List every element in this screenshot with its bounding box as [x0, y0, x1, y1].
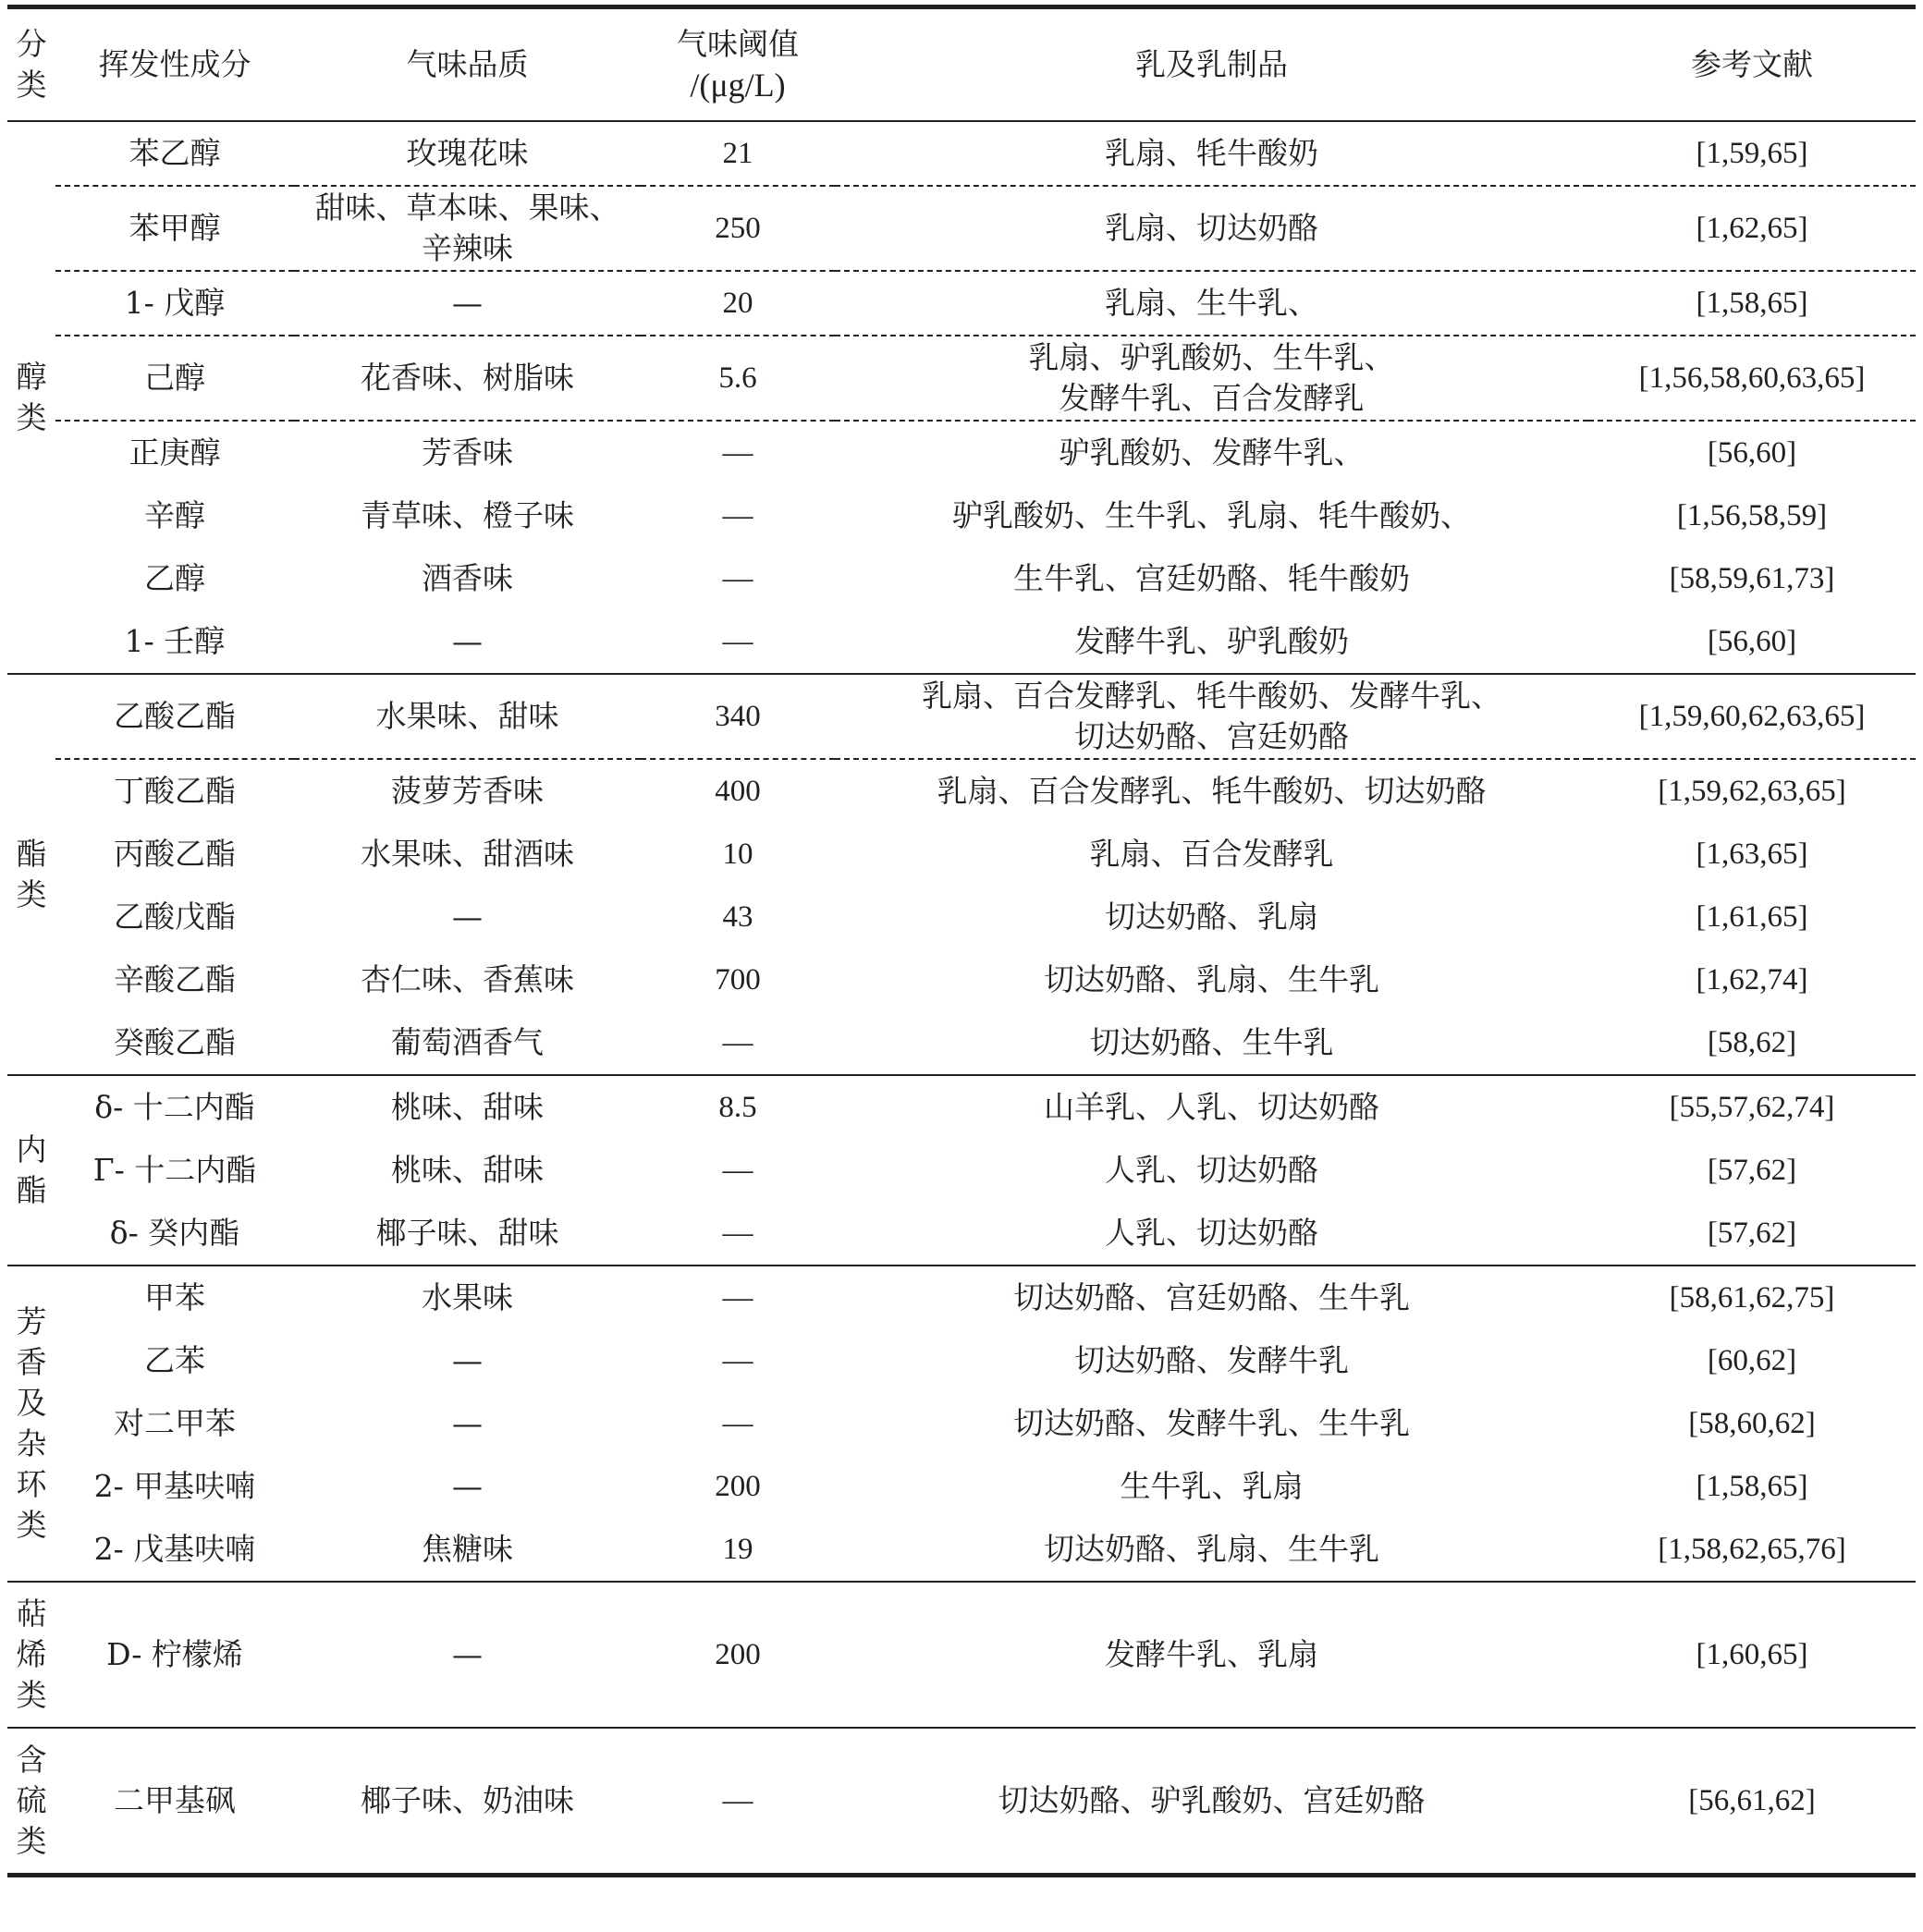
references-cell: [1,56,58,59] — [1676, 499, 1828, 532]
header-odor-quality: 气味品质 — [294, 7, 641, 122]
odor-cell: 杏仁味、香蕉味 — [361, 961, 574, 997]
table-row — [7, 1139, 1916, 1202]
component-cell: 辛酸乙酯 — [114, 961, 236, 997]
threshold-cell: — — [722, 1344, 753, 1377]
header-threshold-line2: /(μg/L) — [690, 67, 786, 104]
component-cell: 对二甲苯 — [114, 1405, 236, 1441]
references-cell: [60,62] — [1707, 1344, 1797, 1377]
odor-cell: — — [452, 1468, 483, 1504]
references-cell: [57,62] — [1707, 1154, 1797, 1187]
dairy-cell: 生牛乳、宫廷奶酪、牦牛酸奶 — [1013, 560, 1410, 596]
category-cell: 芳 香 及 杂 环 类 — [7, 1266, 55, 1582]
table-row — [7, 1329, 1916, 1392]
header-threshold — [641, 7, 835, 122]
references-cell: [1,60,65] — [1588, 1582, 1916, 1728]
references-cell: [1,58,65] — [1588, 271, 1916, 336]
odor-cell: — — [452, 623, 483, 659]
category-cell: 内 酯 — [7, 1075, 55, 1266]
threshold-cell: 400 — [641, 759, 835, 823]
references-cell: [1,62,65] — [1588, 186, 1916, 271]
dairy-cell: 人乳、切达奶酪 — [1105, 1152, 1318, 1188]
dairy-cell: 切达奶酪、生牛乳 — [1089, 1024, 1334, 1060]
threshold-cell: 20 — [641, 271, 835, 336]
references-cell: [1,61,65] — [1696, 900, 1808, 934]
header-dairy: 乳及乳制品 — [835, 7, 1588, 122]
dairy-cell: 切达奶酪、宫廷奶酪、生牛乳 — [835, 1266, 1588, 1329]
references-cell: [56,60] — [1588, 421, 1916, 484]
odor-cell: 椰子味、甜味 — [375, 1215, 559, 1251]
threshold-cell: 200 — [715, 1470, 761, 1503]
component-cell: 癸酸乙酯 — [114, 1024, 236, 1060]
odor-cell: — — [452, 1405, 483, 1441]
dairy-cell: 乳扇、驴乳酸奶、生牛乳、 发酵牛乳、百合发酵乳 — [835, 336, 1588, 421]
category-cell: 酯 类 — [7, 674, 55, 1075]
table-row — [7, 1202, 1916, 1266]
threshold-cell: — — [722, 1154, 753, 1187]
odor-cell: 菠萝芳香味 — [294, 759, 641, 823]
odor-cell: — — [294, 1582, 641, 1728]
table-row — [7, 186, 1916, 271]
dairy-cell: 切达奶酪、发酵牛乳、生牛乳 — [1013, 1405, 1410, 1441]
threshold-cell: — — [722, 1407, 753, 1440]
component-cell: 丁酸乙酯 — [55, 759, 294, 823]
volatile-compounds-table — [7, 5, 1916, 1877]
references-cell: [58,62] — [1707, 1026, 1797, 1059]
threshold-cell: — — [641, 421, 835, 484]
table-row — [7, 1455, 1916, 1518]
component-cell: 2- 戊基呋喃 — [93, 1531, 256, 1567]
component-cell: Γ- 十二内酯 — [92, 1152, 257, 1188]
component-cell: 乙酸乙酯 — [55, 674, 294, 759]
header-category: 分 类 — [7, 7, 55, 122]
component-cell: 苯乙醇 — [55, 121, 294, 186]
dairy-cell: 驴乳酸奶、发酵牛乳、 — [835, 421, 1588, 484]
component-cell: 正庚醇 — [55, 421, 294, 484]
references-cell: [1,58,62,65,76] — [1658, 1533, 1846, 1566]
odor-cell: 桃味、甜味 — [391, 1152, 544, 1188]
threshold-cell: — — [641, 1266, 835, 1329]
threshold-cell: — — [722, 562, 753, 595]
table-row — [7, 547, 1916, 610]
table-row — [7, 1075, 1916, 1139]
odor-cell: 青草味、橙子味 — [361, 497, 574, 533]
table-row — [7, 1011, 1916, 1075]
component-cell: 乙苯 — [144, 1342, 205, 1378]
dairy-cell: 乳扇、生牛乳、 — [835, 271, 1588, 336]
threshold-cell: 8.5 — [641, 1075, 835, 1139]
component-cell: 丙酸乙酯 — [114, 836, 236, 872]
table-row — [7, 121, 1916, 186]
references-cell: [58,60,62] — [1688, 1407, 1816, 1440]
odor-cell: 水果味 — [294, 1266, 641, 1329]
dairy-cell: 切达奶酪、乳扇、生牛乳 — [1044, 1531, 1379, 1567]
dairy-cell: 发酵牛乳、乳扇 — [835, 1582, 1588, 1728]
threshold-cell: — — [722, 1026, 753, 1059]
table-row — [7, 271, 1916, 336]
table-row — [7, 1266, 1916, 1329]
threshold-cell: 21 — [641, 121, 835, 186]
threshold-cell: 340 — [641, 674, 835, 759]
odor-cell: 桃味、甜味 — [294, 1075, 641, 1139]
references-cell: [1,56,58,60,63,65] — [1588, 336, 1916, 421]
component-cell: 2- 甲基呋喃 — [93, 1468, 256, 1504]
threshold-cell: — — [641, 1728, 835, 1876]
odor-cell: 焦糖味 — [422, 1531, 513, 1567]
table-row — [7, 1582, 1916, 1728]
dairy-cell: 山羊乳、人乳、切达奶酪 — [835, 1075, 1588, 1139]
component-cell: 二甲基砜 — [55, 1728, 294, 1876]
odor-cell: 椰子味、奶油味 — [294, 1728, 641, 1876]
component-cell: D- 柠檬烯 — [55, 1582, 294, 1728]
header-component: 挥发性成分 — [55, 7, 294, 122]
table-row — [7, 759, 1916, 823]
component-cell: 乙醇 — [144, 560, 205, 596]
header-references: 参考文献 — [1588, 7, 1916, 122]
threshold-cell: — — [722, 499, 753, 532]
component-cell: 乙酸戊酯 — [114, 899, 236, 935]
table-row — [7, 674, 1916, 759]
odor-cell: 甜味、草本味、果味、 辛辣味 — [294, 186, 641, 271]
dairy-cell: 发酵牛乳、驴乳酸奶 — [1074, 623, 1349, 659]
odor-cell: 玫瑰花味 — [294, 121, 641, 186]
dairy-cell: 生牛乳、乳扇 — [1120, 1468, 1304, 1504]
component-cell: δ- 十二内酯 — [55, 1075, 294, 1139]
component-cell: 1- 戊醇 — [55, 271, 294, 336]
references-cell: [1,59,65] — [1588, 121, 1916, 186]
references-cell: [1,62,74] — [1696, 963, 1808, 997]
table-row — [7, 336, 1916, 421]
component-cell: 1- 壬醇 — [124, 623, 226, 659]
header-threshold-line1: 气味阈值 — [677, 26, 799, 62]
component-cell: 辛醇 — [144, 497, 205, 533]
table-row — [7, 948, 1916, 1011]
table-row — [7, 1392, 1916, 1455]
dairy-cell: 人乳、切达奶酪 — [1105, 1215, 1318, 1251]
odor-cell: — — [294, 271, 641, 336]
references-cell: [55,57,62,74] — [1588, 1075, 1916, 1139]
references-cell: [1,59,62,63,65] — [1588, 759, 1916, 823]
table-row — [7, 610, 1916, 674]
threshold-cell: — — [722, 1217, 753, 1250]
odor-cell: 葡萄酒香气 — [391, 1024, 544, 1060]
references-cell: [58,61,62,75] — [1588, 1266, 1916, 1329]
table-row — [7, 1728, 1916, 1876]
threshold-cell: 200 — [641, 1582, 835, 1728]
threshold-cell: 700 — [715, 963, 761, 997]
dairy-cell: 驴乳酸奶、生牛乳、乳扇、牦牛酸奶、 — [952, 497, 1471, 533]
odor-cell: — — [452, 1342, 483, 1378]
table-row — [7, 484, 1916, 547]
threshold-cell: 43 — [722, 900, 753, 934]
odor-cell: — — [452, 899, 483, 935]
dairy-cell: 乳扇、百合发酵乳 — [1089, 836, 1334, 872]
table-row — [7, 1518, 1916, 1582]
odor-cell: 芳香味 — [294, 421, 641, 484]
threshold-cell: 250 — [641, 186, 835, 271]
table-header-row — [7, 7, 1916, 122]
dairy-cell: 切达奶酪、乳扇 — [1105, 899, 1318, 935]
odor-cell: 水果味、甜酒味 — [361, 836, 574, 872]
table-row — [7, 886, 1916, 948]
odor-cell: 花香味、树脂味 — [294, 336, 641, 421]
component-cell: 甲苯 — [55, 1266, 294, 1329]
component-cell: 苯甲醇 — [55, 186, 294, 271]
component-cell: δ- 癸内酯 — [109, 1215, 240, 1251]
dairy-cell: 切达奶酪、乳扇、生牛乳 — [1044, 961, 1379, 997]
dairy-cell: 乳扇、百合发酵乳、牦牛酸奶、发酵牛乳、 切达奶酪、宫廷奶酪 — [835, 674, 1588, 759]
dairy-cell: 乳扇、切达奶酪 — [835, 186, 1588, 271]
references-cell: [56,60] — [1707, 625, 1797, 658]
dairy-cell: 乳扇、百合发酵乳、牦牛酸奶、切达奶酪 — [835, 759, 1588, 823]
references-cell: [1,58,65] — [1696, 1470, 1808, 1503]
dairy-cell: 乳扇、牦牛酸奶 — [835, 121, 1588, 186]
odor-cell: 水果味、甜味 — [294, 674, 641, 759]
references-cell: [56,61,62] — [1588, 1728, 1916, 1876]
references-cell: [57,62] — [1707, 1217, 1797, 1250]
category-cell: 萜 烯 类 — [7, 1582, 55, 1728]
category-cell: 醇 类 — [7, 121, 55, 674]
table-row — [7, 421, 1916, 484]
threshold-cell: — — [722, 625, 753, 658]
references-cell: [1,63,65] — [1696, 838, 1808, 871]
references-cell: [1,59,60,62,63,65] — [1588, 674, 1916, 759]
dairy-cell: 切达奶酪、驴乳酸奶、宫廷奶酪 — [835, 1728, 1588, 1876]
threshold-cell: 5.6 — [641, 336, 835, 421]
dairy-cell: 切达奶酪、发酵牛乳 — [1074, 1342, 1349, 1378]
threshold-cell: 10 — [722, 838, 753, 871]
table-row — [7, 823, 1916, 886]
component-cell: 己醇 — [55, 336, 294, 421]
odor-cell: 酒香味 — [422, 560, 513, 596]
category-cell: 含 硫 类 — [7, 1728, 55, 1876]
threshold-cell: 19 — [722, 1533, 753, 1566]
references-cell: [58,59,61,73] — [1669, 562, 1835, 595]
